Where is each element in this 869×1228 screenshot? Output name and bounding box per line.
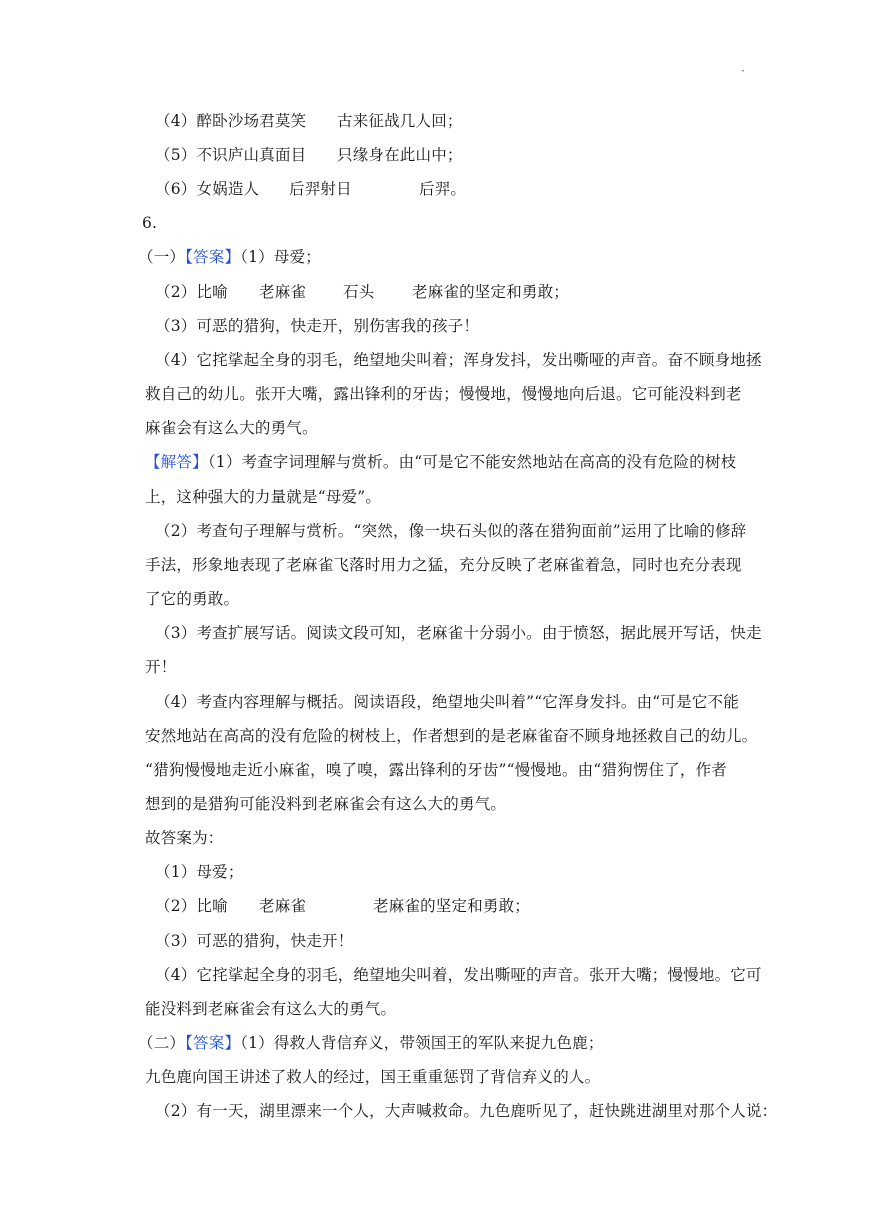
text-line bbox=[145, 1067, 600, 1087]
answer-tag: 【解答】 bbox=[145, 453, 208, 471]
text-segment: （二） bbox=[138, 1034, 186, 1052]
text-line bbox=[155, 1101, 777, 1121]
text-line bbox=[155, 521, 747, 541]
text-segment: 老麻雀 bbox=[259, 897, 307, 915]
text-segment: 麻雀会有这么大的勇气。 bbox=[145, 419, 318, 437]
text-segment: 安然地站在高高的没有危险的树枝上，作者想到的是老麻雀奋不顾身地拯救自己的幼儿。 bbox=[145, 727, 758, 745]
text-line bbox=[145, 418, 318, 438]
text-line bbox=[145, 487, 381, 507]
text-segment: 能没料到老麻雀会有这么大的勇气。 bbox=[145, 1000, 397, 1018]
text-line bbox=[155, 862, 244, 882]
text-segment: 后羿射日 bbox=[289, 180, 352, 198]
text-segment: 老麻雀 bbox=[259, 283, 307, 301]
text-segment: 只缘身在此山中； bbox=[337, 146, 463, 164]
answer-tag: 【答案】 bbox=[185, 248, 241, 266]
answer-tag: 【答案】 bbox=[185, 1034, 241, 1052]
text-segment: “猎狗慢慢地走近小麻雀，嗅了嗅，露出锋利的牙齿”“慢慢地。由“猎狗愣住了，作者 bbox=[145, 761, 727, 779]
text-segment: （3）可恶的猎狗，快走开，别伤害我的孩子！ bbox=[155, 317, 480, 335]
text-segment: （1）考查字词理解与赏析。由“可是它不能安然地站在高高的没有危险的树枝 bbox=[207, 453, 737, 471]
text-line bbox=[145, 384, 742, 404]
text-segment: 老麻雀的坚定和勇敢； bbox=[373, 897, 531, 915]
text-segment: （5）不识庐山真面目 bbox=[155, 146, 307, 164]
text-segment: 手法，形象地表现了老麻雀飞落时用力之猛，充分反映了老麻雀着急，同时也充分表现 bbox=[145, 556, 742, 574]
text-segment: 想到的是猎狗可能没料到老麻雀会有这么大的勇气。 bbox=[145, 795, 507, 813]
text-line bbox=[145, 657, 176, 677]
page-dot: · bbox=[741, 64, 745, 78]
text-line bbox=[145, 794, 506, 814]
text-segment: 故答案为： bbox=[145, 829, 224, 847]
text-segment: （3）考查扩展写话。阅读文段可知，老麻雀十分弱小。由于愤怒，据此展开写话，快走 bbox=[155, 624, 762, 642]
text-segment: （2）比喻 bbox=[155, 283, 228, 301]
text-segment: 上，这种强大的力量就是“母爱”。 bbox=[145, 488, 382, 506]
text-line bbox=[145, 760, 727, 780]
text-line bbox=[138, 1033, 604, 1053]
text-line bbox=[155, 965, 762, 985]
text-line bbox=[142, 213, 157, 233]
text-line bbox=[155, 350, 762, 370]
text-segment: 老麻雀的坚定和勇敢； bbox=[412, 283, 570, 301]
text-segment: （2）比喻 bbox=[155, 897, 228, 915]
text-line bbox=[155, 623, 762, 643]
text-segment: 救自己的幼儿。张开大嘴，露出锋利的牙齿；慢慢地，慢慢地向后退。它可能没料到老 bbox=[145, 385, 742, 403]
text-line bbox=[145, 726, 757, 746]
text-segment: 石头 bbox=[343, 283, 375, 301]
text-line bbox=[145, 589, 239, 609]
text-segment: （4）醉卧沙场君莫笑 bbox=[155, 112, 307, 130]
text-line bbox=[145, 452, 736, 472]
text-segment: 了它的勇敢。 bbox=[145, 590, 240, 608]
text-segment: 古来征战几人回； bbox=[337, 112, 463, 130]
text-segment: （2）考查句子理解与赏析。“突然，像一块石头似的落在猎狗面前”运用了比喻的修辞 bbox=[155, 522, 747, 540]
text-line bbox=[155, 692, 739, 712]
text-segment: 开！ bbox=[145, 658, 177, 676]
text-segment: （1）得救人背信弃义，带领国王的军队来捉九色鹿； bbox=[240, 1034, 604, 1052]
text-segment: （2）有一天，湖里漂来一个人，大声喊救命。九色鹿听见了，赶快跳进湖里对那个人说： bbox=[155, 1102, 778, 1120]
text-segment: （4）它挓挲起全身的羽毛，绝望地尖叫着，发出嘶哑的声音。张开大嘴；慢慢地。它可 bbox=[155, 966, 762, 984]
text-segment: 6. bbox=[142, 214, 158, 232]
text-line bbox=[145, 828, 224, 848]
text-line bbox=[155, 316, 479, 336]
text-segment: （1）母爱； bbox=[240, 248, 321, 266]
text-segment: （6）女娲造人 bbox=[155, 180, 260, 198]
text-line bbox=[145, 999, 396, 1019]
text-segment: （3）可恶的猎狗，快走开！ bbox=[155, 932, 354, 950]
text-segment: 九色鹿向国王讲述了救人的经过，国王重重惩罚了背信弃义的人。 bbox=[145, 1068, 601, 1086]
text-segment: （一） bbox=[138, 248, 186, 266]
text-segment: （4）它挓挲起全身的羽毛，绝望地尖叫着；浑身发抖，发出嘶哑的声音。奋不顾身地拯 bbox=[155, 351, 762, 369]
text-line bbox=[138, 247, 321, 267]
text-segment: （1）母爱； bbox=[155, 863, 244, 881]
text-segment: 后羿。 bbox=[419, 180, 467, 198]
text-line bbox=[145, 555, 742, 575]
text-line bbox=[155, 931, 353, 951]
text-segment: （4）考查内容理解与概括。阅读语段，绝望地尖叫着”“它浑身发抖。由“可是它不能 bbox=[155, 693, 739, 711]
